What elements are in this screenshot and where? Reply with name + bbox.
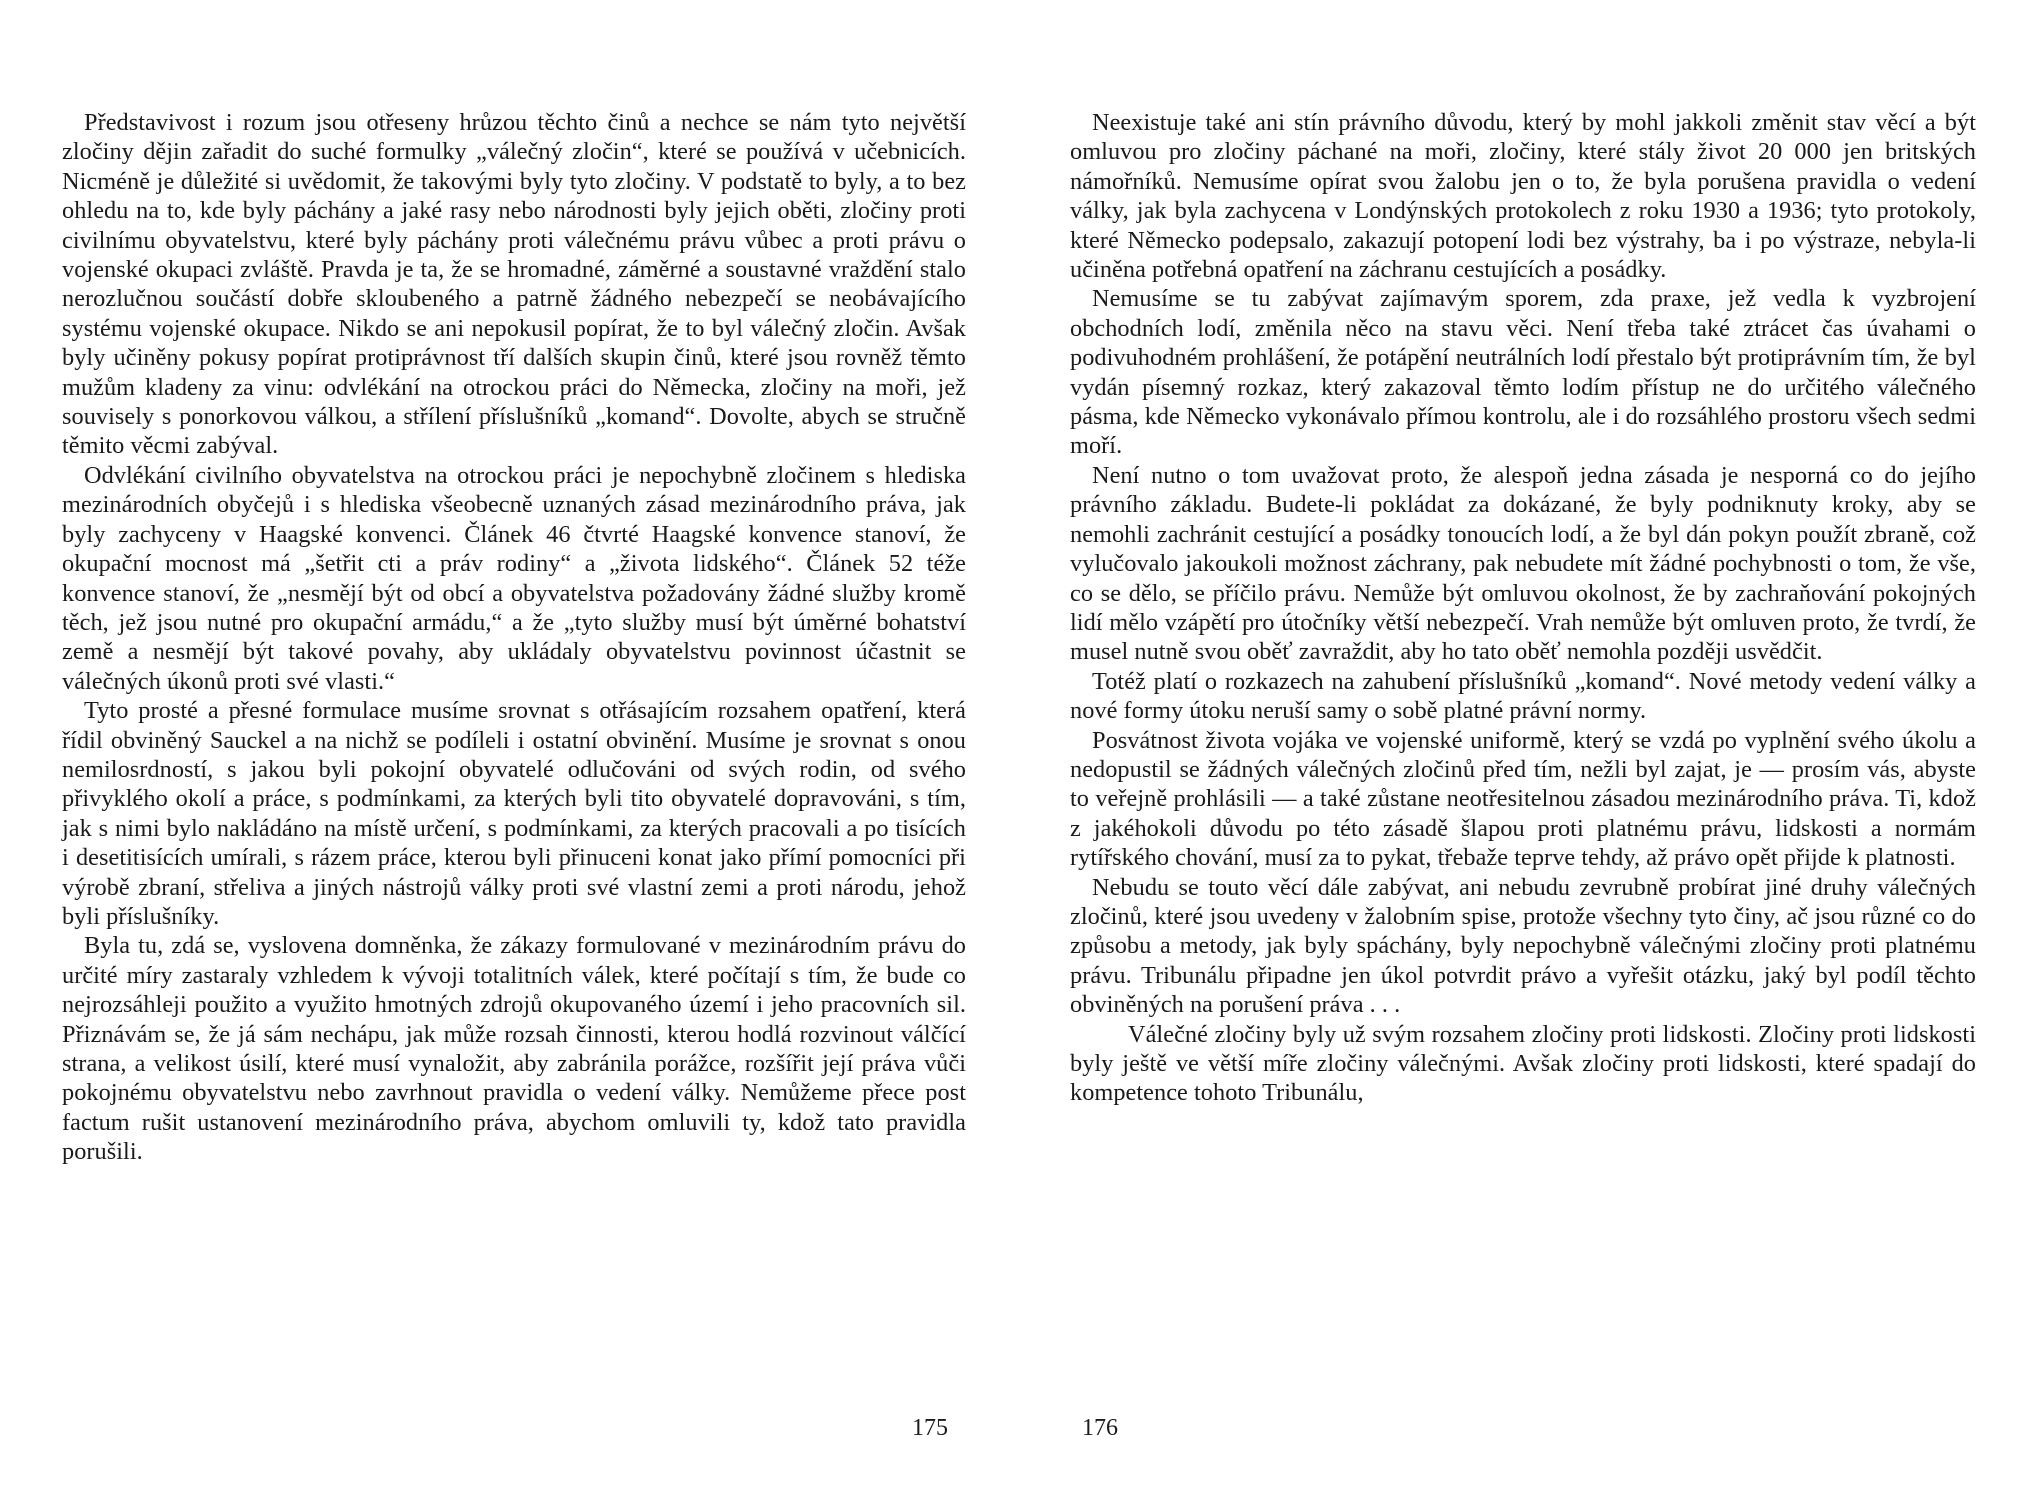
- right-page: [1070, 108, 1976, 1108]
- paragraph: Válečné zločiny byly už svým rozsahem zločiny proti lidskosti. Zločiny proti lidskosti byly ještě ve větší míře zločiny válečnými. Avšak zločiny proti lidskosti, které spadají do kompetence tohoto Tribunálu,: [1070, 1020, 1976, 1107]
- paragraph: Byla tu, zdá se, vyslovena domněnka, že zákazy formulované v mezinárodním právu do určité míry zastaraly vzhledem k vývoji totalitních válek, které počítají s tím, že bude co nejrozsáhleji použito a využito hmotných zdrojů okupovaného území i jeho pracovních sil. Přiznávám se, že já sám nechápu, jak může rozsah činnosti, kterou hodlá rozvinout válčící strana, a velikost úsilí, které musí vynaložit, aby zabránila porážce, rozšířit její práva vůči pokojnému obyvatelstvu nebo zavrhnout pravidla o vedení války. Nemůžeme přece post factum rušit ustanovení mezinárodního práva, abychom omluvili ty, kdož tato pravidla porušili.: [62, 932, 966, 1166]
- paragraph: Posvátnost života vojáka ve vojenské uniformě, který se vzdá po vyplnění svého úkolu a nedopustil se žádných válečných zločinů před tím, nežli byl zajat, je — prosím vás, abyste to veřejně prohlásili — a také zůstane neotřesitelnou zásadou mezinárodního práva. Ti, kdož z jakéhokoli důvodu po této zásadě šlapou proti platnému právu, lidskosti a normám rytířského chování, musí za to pykat, třebaže teprve tehdy, až právo opět přijde k platnosti.: [1070, 726, 1976, 872]
- page-number-right: 176: [1082, 1415, 1118, 1441]
- paragraph: Neexistuje také ani stín právního důvodu, který by mohl jakkoli změnit stav věcí a být omluvou pro zločiny páchané na moři, zločiny, které stály život 20 000 jen britských námořníků. Nemusíme opírat svou žalobu jen o to, že byla porušena pravidla o vedení války, jak byla zachycena v Londýnských protokolech z roku 1930 a 1936; tyto protokoly, které Německo podepsalo, zakazují potopení lodi bez výstrahy, ba i po výstraze, nebyla-li učiněna potřebná opatření na záchranu cestujících a posádky.: [1070, 109, 1976, 284]
- paragraph: Není nutno o tom uvažovat proto, že alespoň jedna zásada je nesporná co do jejího právního základu. Budete-li pokládat za dokázané, že byly podniknuty kroky, aby se nemohli zachránit cestující a posádky tonoucích lodí, a že byl dán pokyn použít zbraně, což vylučovalo jakoukoli možnost záchrany, pak nebudete mít žádné pochybnosti o tom, že vše, co se dělo, se příčilo právu. Nemůže být omluvou okolnost, že by zachraňování pokojných lidí mělo vzápětí pro útočníky větší nebezpečí. Vrah nemůže být omluven proto, že tvrdí, že musel nutně svou oběť zavraždit, aby ho tato oběť nemohla později usvědčit.: [1070, 461, 1976, 666]
- paragraph: Odvlékání civilního obyvatelstva na otrockou práci je nepochybně zločinem s hlediska mezinárodních obyčejů i s hlediska všeobecně uznaných zásad mezinárodního práva, jak byly zachyceny v Haagské konvenci. Článek 46 čtvrté Haagské konvence stanoví, že okupační mocnost má „šetřit cti a práv rodiny“ a „života lidského“. Článek 52 téže konvence stanoví, že „nesmějí být od obcí a obyvatelstva požadovány žádné služby kromě těch, jež jsou nutné pro okupační armádu,“ a že „tyto služby musí být úměrné bohatství země a nesmějí být takové povahy, aby ukládaly obyvatelstvu povinnost účastnit se válečných úkonů proti své vlasti.“: [62, 461, 966, 695]
- paragraph: Nebudu se touto věcí dále zabývat, ani nebudu zevrubně probírat jiné druhy válečných zločinů, které jsou uvedeny v žalobním spise, protože všechny tyto činy, ač jsou různé co do způsobu a metody, jak byly spáchány, byly nepochybně válečnými zločiny proti platnému právu. Tribunálu připadne jen úkol potvrdit právo a vyřešit otázku, jaký byl podíl těchto obviněných na porušení práva . . .: [1070, 873, 1976, 1019]
- left-page: [62, 108, 966, 1167]
- page-number-left: 175: [912, 1415, 948, 1441]
- paragraph: Tyto prosté a přesné formulace musíme srovnat s otřásajícím rozsahem opatření, která řídil obviněný Sauckel a na nichž se podíleli i ostatní obvinění. Musíme je srovnat s onou nemilosrdností, s jakou byli pokojní obyvatelé odlučováni od svých rodin, od svého přivyklého okolí a práce, s podmínkami, za kterých byli tito obyvatelé dopravováni, s tím, jak s nimi bylo nakládáno na místě určení, s podmínkami, za kterých pracovali a po tisících i desetitisících umírali, s rázem práce, kterou byli přinuceni konat jako přímí pomocníci při výrobě zbraní, střeliva a jiných nástrojů války proti své vlastní zemi a proti národu, jehož byli příslušníky.: [62, 697, 966, 930]
- paragraph: Totéž platí o rozkazech na zahubení příslušníků „komand“. Nové metody vedení války a nové formy útoku neruší samy o sobě platné právní normy.: [1070, 667, 1976, 725]
- paragraph: Představivost i rozum jsou otřeseny hrůzou těchto činů a nechce se nám tyto největší zločiny dějin zařadit do suché formulky „válečný zločin“, které se používá v učebnicích. Nicméně je důležité si uvědomit, že takovými byly tyto zločiny. V podstatě to byly, a to bez ohledu na to, kde byly páchány a jaké rasy nebo národnosti byly jejich oběti, zločiny proti civilnímu obyvatelstvu, které byly páchány proti válečnému právu vůbec a proti právu o vojenské okupaci zvláště. Pravda je ta, že se hromadné, záměrné a soustavné vraždění stalo nerozlučnou součástí dobře skloubeného a patrně žádného nebezpečí se neobávajícího systému vojenské okupace. Nikdo se ani nepokusil popírat, že to byl válečný zločin. Avšak byly učiněny pokusy popírat protiprávnost tří dalších skupin činů, které jsou rovněž těmto mužům kladeny za vinu: odvlékání na otrockou práci do Německa, zločiny na moři, jež souvisely s ponorkovou válkou, a střílení příslušníků „komand“. Dovolte, abych se stručně těmito věcmi zabýval.: [62, 109, 966, 460]
- paragraph: Nemusíme se tu zabývat zajímavým sporem, zda praxe, jež vedla k vyzbrojení obchodních lodí, změnila něco na stavu věci. Není třeba také ztrácet čas úvahami o podivuhodném prohlášení, že potápění neutrálních lodí přestalo být protiprávním tím, že byl vydán písemný rozkaz, který zakazoval těmto lodím přístup ne do určitého válečného pásma, kde Německo vykonávalo přímou kontrolu, ale i do rozsáhlého prostoru všech sedmi moří.: [1070, 285, 1976, 460]
